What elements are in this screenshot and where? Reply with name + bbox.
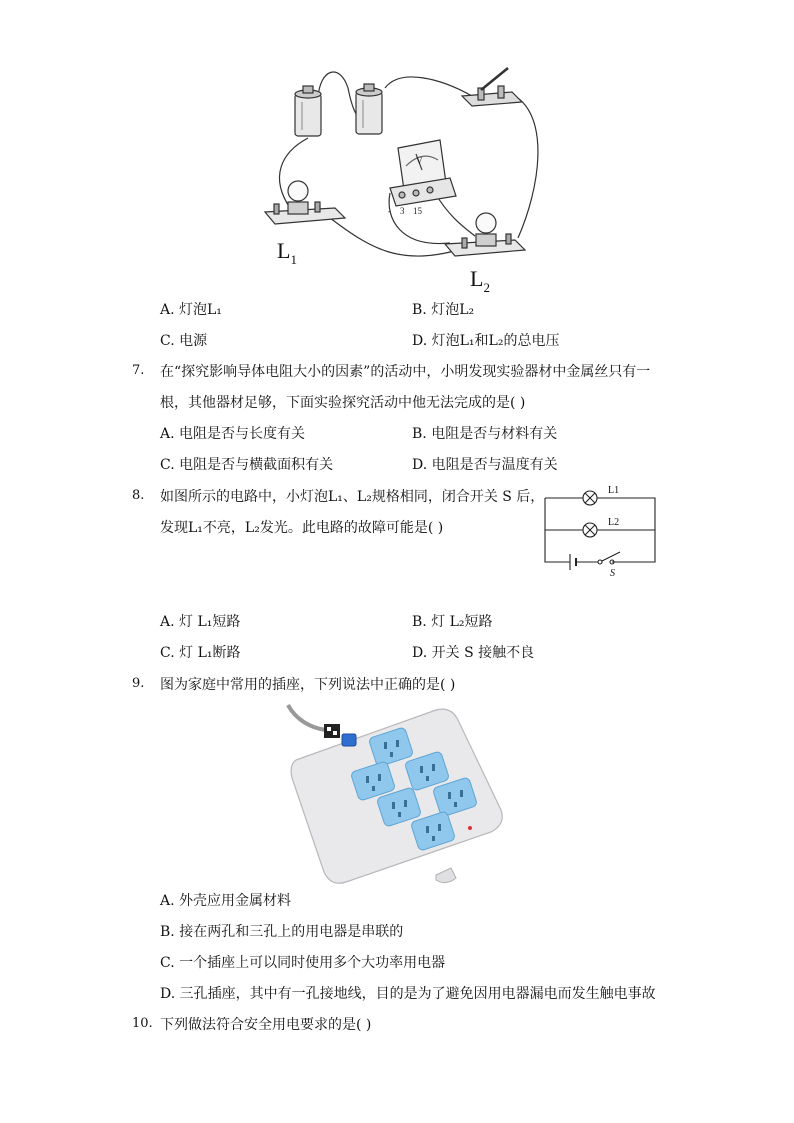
q8-option-b: B. 灯 L₂短路 (412, 614, 493, 630)
q8-number: 8. (132, 488, 145, 503)
q8-lamp-l1 (583, 491, 597, 505)
battery-2 (356, 84, 382, 134)
bulb-1 (265, 181, 345, 224)
voltmeter-letter: V (416, 156, 423, 166)
voltmeter-circuit-figure (250, 58, 560, 298)
wire-bulb1-bulb2 (330, 218, 465, 256)
q7-stem-line1: 在“探究影响导体电阻大小的因素”的活动中，小明发现实验器材中金属丝只有一 (160, 364, 651, 380)
q8-option-c: C. 灯 L₁断路 (160, 645, 241, 661)
q8-label-l2: L2 (608, 517, 620, 528)
q9-option-d: D. 三孔插座，其中有一孔接地线，目的是为了避免因用电器漏电而发生触电事故 (160, 986, 656, 1002)
wire-battery-switch (385, 77, 472, 96)
knife-switch (462, 68, 522, 106)
bulb-2-label: $L_2$ (470, 266, 490, 295)
q6-option-c: C. 电源 (160, 333, 208, 349)
q8-stem-line1: 如图所示的电路中，小灯泡L₁、L₂规格相同，闭合开关 S 后， (160, 489, 545, 505)
terminal-label-3: 3 (400, 206, 405, 216)
q7-stem-line2: 根，其他器材足够，下面实验探究活动中他无法完成的是( ) (160, 395, 526, 411)
q7-number: 7. (132, 363, 145, 378)
q7-option-a: A. 电阻是否与长度有关 (160, 426, 306, 442)
q10-stem: 下列做法符合安全用电要求的是( ) (160, 1017, 372, 1033)
bulb-2 (445, 213, 525, 256)
q7-option-d: D. 电阻是否与温度有关 (412, 457, 558, 473)
power-strip-logo (324, 724, 340, 738)
power-switch-button (342, 734, 356, 746)
power-cord (288, 705, 326, 730)
bulb-1-label: $L_1$ (277, 238, 297, 267)
q8-label-l1: L1 (608, 485, 620, 496)
q6-option-d: D. 灯泡L₁和L₂的总电压 (412, 333, 560, 349)
terminal-label-15: 15 (413, 206, 422, 216)
indicator-light (468, 826, 472, 830)
q9-option-c: C. 一个插座上可以同时使用多个大功率用电器 (160, 955, 446, 971)
wire-voltmeter-right (435, 193, 475, 236)
q7-option-c: C. 电阻是否与横截面积有关 (160, 457, 334, 473)
q6-option-b: B. 灯泡L₂ (412, 302, 475, 318)
battery-1 (295, 86, 321, 136)
q8-option-d: D. 开关 S 接触不良 (412, 645, 535, 661)
voltmeter (390, 140, 456, 206)
q9-option-a: A. 外壳应用金属材料 (160, 893, 292, 909)
q10-number: 10. (132, 1016, 153, 1031)
power-strip-figure (286, 700, 506, 890)
q9-stem: 图为家庭中常用的插座，下列说法中正确的是( ) (160, 677, 456, 693)
q8-lamp-l2 (583, 523, 597, 537)
terminal-label-minus: - (388, 206, 391, 216)
q8-stem-line2: 发现L₁不亮，L₂发光。此电路的故障可能是( ) (160, 520, 444, 536)
q9-number: 9. (132, 676, 145, 691)
q8-circuit-diagram (540, 478, 660, 578)
q8-option-a: A. 灯 L₁短路 (160, 614, 241, 630)
q7-option-b: B. 电阻是否与材料有关 (412, 426, 558, 442)
q6-option-a: A. 灯泡L₁ (160, 302, 222, 318)
q8-label-switch: S (610, 568, 615, 578)
q9-option-b: B. 接在两孔和三孔上的用电器是串联的 (160, 924, 404, 940)
wire-switch-bulb2 (515, 96, 538, 238)
